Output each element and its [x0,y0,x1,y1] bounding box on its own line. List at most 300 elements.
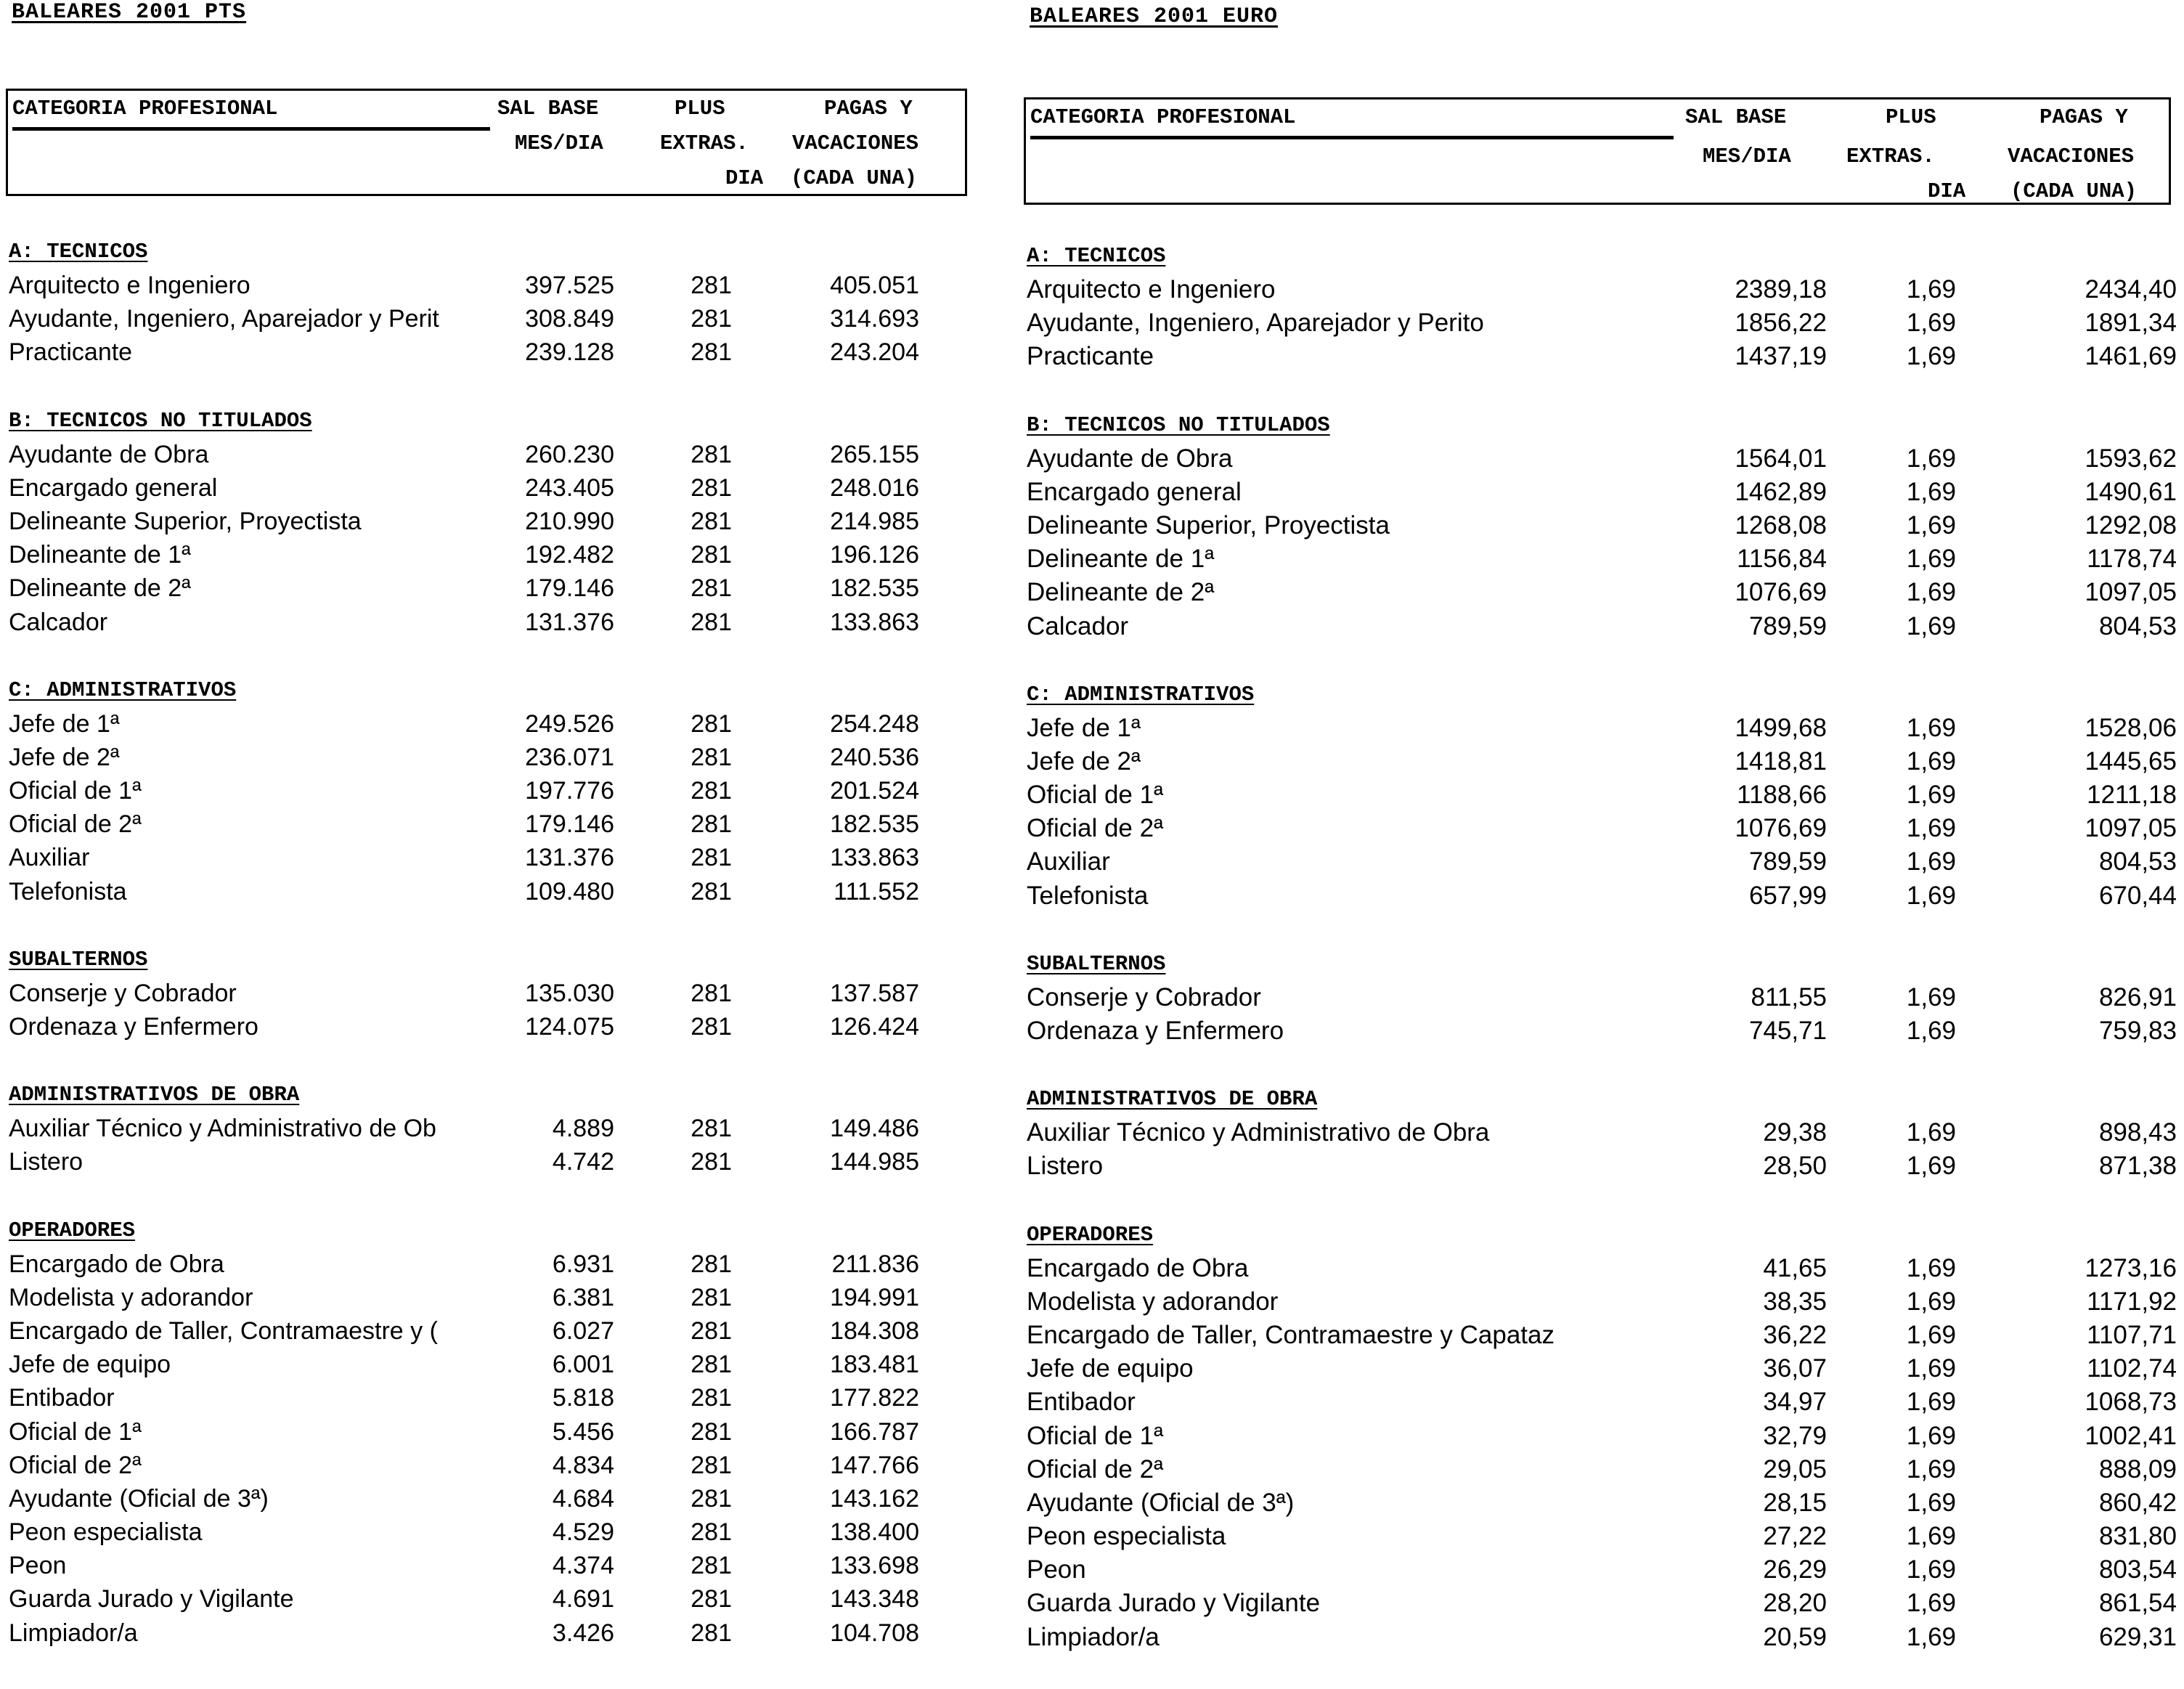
table-section [6,943,919,1043]
header-pagas-line2: VACACIONES [2008,145,2135,168]
plus-extras-cell: 1,69 [1906,342,1956,371]
category-name: Ordenaza y Enfermero [9,1013,258,1041]
salario-base-cell: 239.128 [525,338,614,367]
pagas-vacaciones-cell: 183.481 [830,1351,919,1379]
table-row [6,1112,919,1145]
plus-extras-cell: 1,69 [1906,746,1956,776]
category-name: Arquitecto e Ingeniero [9,272,250,299]
salario-base-cell: 109.480 [525,877,614,905]
category-name: Ayudante (Oficial de 3ª) [1027,1488,1295,1517]
category-name: Oficial de 1ª [1027,1421,1164,1450]
salario-base-cell: 2389,18 [1735,275,1827,304]
plus-extras-cell: 281 [690,1351,732,1379]
category-name: Delineante Superior, Proyectista [9,507,362,535]
pagas-vacaciones-cell: 133.863 [830,608,919,636]
pagas-vacaciones-cell: 1097,05 [2085,814,2177,843]
plus-extras-cell: 1,69 [1906,1454,1956,1484]
pagas-vacaciones-cell: 133.863 [830,844,919,872]
plus-extras-cell: 1,69 [1906,309,1956,338]
plus-extras-cell: 1,69 [1906,847,1956,876]
salario-base-cell: 29,38 [1763,1118,1827,1147]
pagas-vacaciones-cell: 248.016 [830,473,919,502]
salario-base-cell: 1418,81 [1735,746,1827,776]
category-name: Entibador [9,1384,115,1412]
section-title: OPERADORES [1027,1222,1154,1247]
table-row [6,807,919,841]
pagas-vacaciones-cell: 1107,71 [2087,1320,2177,1349]
table-row [1024,778,2177,812]
plus-extras-cell: 1,69 [1906,510,1956,540]
table-section [6,404,919,639]
table-header [6,89,967,196]
header-pagas-line2: VACACIONES [792,131,919,155]
table-row [1024,340,2177,373]
table-row [1024,476,2177,509]
plus-extras-cell: 281 [690,1451,732,1479]
table-row [6,1145,919,1179]
table-section [6,235,919,370]
table-row [6,471,919,505]
plus-extras-cell: 281 [690,1484,732,1513]
table-row [1024,442,2177,476]
category-name: Peon especialista [1027,1522,1226,1551]
salario-base-cell: 20,59 [1763,1622,1827,1651]
salario-base-cell: 1499,68 [1735,713,1827,742]
plus-extras-cell: 281 [690,1250,732,1278]
plus-extras-cell: 1,69 [1906,1320,1956,1349]
section-title: C: ADMINISTRATIVOS [1027,682,1255,707]
plus-extras-cell: 1,69 [1906,578,1956,607]
pagas-vacaciones-cell: 104.708 [830,1619,919,1647]
category-name: Ayudante, Ingeniero, Aparejador y Perit [9,305,439,333]
pagas-vacaciones-cell: 177.822 [830,1384,919,1412]
table-row [1024,1553,2177,1587]
pagas-vacaciones-cell: 149.486 [830,1115,919,1143]
plus-extras-cell: 1,69 [1906,1488,1956,1517]
section-title: SUBALTERNOS [1027,951,1166,976]
category-name: Delineante de 1ª [9,541,191,569]
header-pagas-line3: (CADA UNA) [2010,179,2138,203]
plus-extras-cell: 281 [690,305,732,333]
category-name: Oficial de 2ª [9,810,142,839]
plus-extras-cell: 281 [690,777,732,805]
category-name: Jefe de 2ª [1027,746,1141,776]
salario-base-cell: 1856,22 [1735,309,1827,338]
table-body [1024,240,2177,1689]
pagas-vacaciones-cell: 211.836 [831,1250,919,1278]
table-row [6,1515,919,1549]
salario-base-cell: 6.381 [552,1283,614,1311]
category-name: Modelista y adorandor [9,1283,253,1311]
section-title: B: TECNICOS NO TITULADOS [1027,412,1330,437]
category-name: Encargado general [1027,477,1242,506]
plus-extras-cell: 1,69 [1906,781,1956,810]
category-name: Encargado general [9,473,218,502]
pagas-vacaciones-cell: 240.536 [830,743,919,771]
section-title: ADMINISTRATIVOS DE OBRA [1027,1087,1318,1112]
salario-base-cell: 657,99 [1748,881,1827,910]
pagas-vacaciones-cell: 111.552 [834,877,919,905]
table-row [6,1314,919,1348]
salario-base-cell: 4.834 [552,1451,614,1479]
salario-base-cell: 6.001 [552,1351,614,1379]
category-name: Listero [9,1148,83,1176]
pagas-vacaciones-cell: 1171,92 [2087,1287,2177,1316]
salario-base-cell: 29,05 [1763,1454,1827,1484]
salario-base-cell: 397.525 [525,272,614,299]
pagas-vacaciones-cell: 265.155 [830,440,919,468]
plus-extras-cell: 1,69 [1906,1589,1956,1618]
plus-extras-cell: 281 [690,979,732,1007]
salario-base-cell: 135.030 [525,979,614,1007]
plus-extras-cell: 281 [690,440,732,468]
pagas-vacaciones-cell: 1292,08 [2085,510,2177,540]
pagas-vacaciones-cell: 1002,41 [2085,1421,2177,1450]
category-name: Limpiador/a [9,1619,138,1647]
plus-extras-cell: 1,69 [1906,814,1956,843]
table-row [1024,1116,2177,1149]
category-name: Encargado de Taller, Contramaestre y Capataz [1027,1320,1555,1349]
table-row [6,1348,919,1381]
salario-base-cell: 236.071 [525,743,614,771]
category-name: Encargado de Taller, Contramaestre y ( [9,1316,438,1345]
salario-base-cell: 5.818 [552,1384,614,1412]
plus-extras-cell: 1,69 [1906,1354,1956,1383]
category-name: Calcador [9,608,108,636]
header-plus-line3: DIA [725,166,764,190]
table-row [1024,306,2177,340]
salario-base-cell: 6.027 [552,1316,614,1345]
plus-extras-cell: 1,69 [1906,611,1956,640]
salario-base-cell: 789,59 [1748,847,1827,876]
plus-extras-cell: 281 [690,1518,732,1547]
pagas-vacaciones-cell: 759,83 [2098,1017,2177,1045]
salario-base-cell: 5.456 [552,1417,614,1446]
salario-base-cell: 3.426 [552,1619,614,1647]
salario-base-cell: 1564,01 [1735,444,1827,473]
pagas-vacaciones-cell: 182.535 [830,574,919,603]
plus-extras-cell: 1,69 [1906,1388,1956,1417]
pagas-vacaciones-cell: 898,43 [2098,1118,2177,1147]
table-row [1024,1285,2177,1319]
category-name: Practicante [9,338,133,367]
plus-extras-cell: 281 [690,877,732,905]
table-section [1024,1218,2177,1654]
salario-base-cell: 789,59 [1748,611,1827,640]
header-underline [1030,136,1674,139]
salario-base-cell: 28,15 [1763,1488,1827,1517]
salario-base-cell: 28,20 [1763,1589,1827,1618]
table-row [6,1415,919,1449]
salario-base-cell: 36,22 [1763,1320,1827,1349]
plus-extras-cell: 281 [690,1013,732,1041]
pagas-vacaciones-cell: 1097,05 [2085,578,2177,607]
table-row [1024,1486,2177,1520]
category-name: Ayudante de Obra [1027,444,1233,473]
salario-base-cell: 6.931 [552,1250,614,1278]
category-name: Peon [1027,1555,1086,1584]
section-title: ADMINISTRATIVOS DE OBRA [9,1083,300,1107]
header-category: CATEGORIA PROFESIONAL [12,97,278,121]
pagas-vacaciones-cell: 144.985 [830,1148,919,1176]
category-name: Peon especialista [9,1518,203,1547]
salario-base-cell: 41,65 [1763,1253,1827,1282]
salario-base-cell: 210.990 [525,507,614,535]
category-name: Jefe de 1ª [1027,713,1141,742]
plus-extras-cell: 281 [690,1619,732,1647]
section-title: B: TECNICOS NO TITULADOS [9,408,312,433]
table-row [6,335,919,369]
pagas-vacaciones-cell: 196.126 [830,541,919,569]
plus-extras-cell: 1,69 [1906,1555,1956,1584]
salario-base-cell: 1076,69 [1735,814,1827,843]
table-row [6,505,919,538]
salario-base-cell: 192.482 [525,541,614,569]
header-underline [12,127,490,131]
salario-base-cell: 179.146 [525,574,614,603]
salario-base-cell: 249.526 [525,709,614,738]
pagas-vacaciones-cell: 182.535 [830,810,919,839]
table-row [1024,1621,2177,1654]
table-row [6,1616,919,1650]
category-name: Ayudante de Obra [9,440,209,468]
pagas-vacaciones-cell: 1461,69 [2085,342,2177,371]
plus-extras-cell: 281 [690,1552,732,1580]
pagas-vacaciones-cell: 1273,16 [2085,1253,2177,1282]
pagas-vacaciones-cell: 314.693 [830,305,919,333]
category-name: Oficial de 1ª [1027,781,1164,810]
plus-extras-cell: 281 [690,473,732,502]
category-name: Jefe de 2ª [9,743,120,771]
salary-table-pts [6,89,967,1647]
table-row [1024,981,2177,1014]
pagas-vacaciones-cell: 254.248 [830,709,919,738]
plus-extras-cell: 281 [690,709,732,738]
category-name: Jefe de equipo [9,1351,171,1379]
plus-extras-cell: 281 [690,1283,732,1311]
table-row [1024,745,2177,778]
section-title: A: TECNICOS [9,240,148,264]
section-title: C: ADMINISTRATIVOS [9,677,237,702]
category-name: Ayudante, Ingeniero, Aparejador y Perito [1027,309,1484,338]
table-row [6,1248,919,1281]
category-name: Calcador [1027,611,1129,640]
pagas-vacaciones-cell: 138.400 [830,1518,919,1547]
salario-base-cell: 4.684 [552,1484,614,1513]
header-category: CATEGORIA PROFESIONAL [1030,105,1296,129]
header-plus-line2: EXTRAS. [1846,145,1935,168]
category-name: Ayudante (Oficial de 3ª) [9,1484,269,1513]
header-pagas-line1: PAGAS Y [2040,105,2128,129]
category-name: Auxiliar [9,844,90,872]
salario-base-cell: 4.374 [552,1552,614,1580]
table-row [6,875,919,908]
pagas-vacaciones-cell: 126.424 [830,1013,919,1041]
salario-base-cell: 745,71 [1748,1017,1827,1045]
category-name: Auxiliar Técnico y Administrativo de Obra [1027,1118,1490,1147]
table-row [1024,1252,2177,1285]
pagas-vacaciones-cell: 133.698 [830,1552,919,1580]
header-pagas-line3: (CADA UNA) [791,166,918,190]
pagas-vacaciones-cell: 137.587 [830,979,919,1007]
salario-base-cell: 1268,08 [1735,510,1827,540]
table-body [6,235,919,1685]
table-row [6,438,919,471]
salario-base-cell: 38,35 [1763,1287,1827,1316]
pagas-vacaciones-cell: 629,31 [2098,1622,2177,1651]
table-row [6,841,919,874]
pagas-vacaciones-cell: 143.162 [830,1484,919,1513]
plus-extras-cell: 1,69 [1906,982,1956,1012]
header-plus-line2: EXTRAS. [660,131,749,155]
category-name: Jefe de equipo [1027,1354,1194,1383]
pagas-vacaciones-cell: 826,91 [2098,982,2177,1012]
category-name: Entibador [1027,1388,1136,1417]
plus-extras-cell: 281 [690,338,732,367]
salario-base-cell: 1462,89 [1735,477,1827,506]
pagas-vacaciones-cell: 143.348 [830,1585,919,1613]
table-row [1024,576,2177,609]
pagas-vacaciones-cell: 147.766 [830,1451,919,1479]
category-name: Telefonista [9,877,127,905]
plus-extras-cell: 281 [690,1384,732,1412]
table-row [1024,1014,2177,1048]
salario-base-cell: 197.776 [525,777,614,805]
pagas-vacaciones-cell: 860,42 [2098,1488,2177,1517]
plus-extras-cell: 1,69 [1906,444,1956,473]
table-row [1024,542,2177,576]
plus-extras-cell: 1,69 [1906,1118,1956,1147]
salario-base-cell: 27,22 [1763,1522,1827,1551]
plus-extras-cell: 1,69 [1906,1017,1956,1045]
table-row [1024,509,2177,542]
plus-extras-cell: 281 [690,1115,732,1143]
category-name: Delineante de 2ª [9,574,191,603]
salario-base-cell: 243.405 [525,473,614,502]
pagas-vacaciones-cell: 803,54 [2098,1555,2177,1584]
table-row [6,1281,919,1314]
pagas-vacaciones-cell: 1490,61 [2085,477,2177,506]
header-sal-line2: MES/DIA [1703,145,1791,168]
table-row [1024,1352,2177,1385]
plus-extras-cell: 1,69 [1906,275,1956,304]
table-row [1024,1319,2177,1352]
table-row [1024,1149,2177,1183]
category-name: Oficial de 1ª [9,1417,142,1446]
plus-extras-cell: 1,69 [1906,1622,1956,1651]
header-plus-line3: DIA [1928,179,1966,203]
category-name: Guarda Jurado y Vigilante [1027,1589,1321,1618]
salario-base-cell: 1156,84 [1737,545,1827,574]
category-name: Telefonista [1027,881,1149,910]
salario-base-cell: 260.230 [525,440,614,468]
plus-extras-cell: 1,69 [1906,1253,1956,1282]
pagas-vacaciones-cell: 804,53 [2098,611,2177,640]
category-name: Conserje y Cobrador [9,979,237,1007]
category-name: Modelista y adorandor [1027,1287,1279,1316]
pagas-vacaciones-cell: 194.991 [830,1283,919,1311]
salario-base-cell: 1076,69 [1735,578,1827,607]
pagas-vacaciones-cell: 871,38 [2098,1152,2177,1181]
salario-base-cell: 1437,19 [1735,342,1827,371]
category-name: Delineante de 2ª [1027,578,1215,607]
table-row [6,1381,919,1415]
plus-extras-cell: 281 [690,810,732,839]
pagas-vacaciones-cell: 2434,40 [2085,275,2177,304]
plus-extras-cell: 281 [690,272,732,299]
salario-base-cell: 124.075 [525,1013,614,1041]
header-plus-line1: PLUS [1886,105,1936,129]
pagas-vacaciones-cell: 1445,65 [2085,746,2177,776]
category-name: Guarda Jurado y Vigilante [9,1585,294,1613]
plus-extras-cell: 281 [690,1148,732,1176]
category-name: Practicante [1027,342,1154,371]
category-name: Oficial de 2ª [9,1451,142,1479]
salario-base-cell: 34,97 [1763,1388,1827,1417]
plus-extras-cell: 1,69 [1906,713,1956,742]
table-row [1024,1453,2177,1486]
table-row [6,1549,919,1582]
table-row [1024,812,2177,845]
table-row [1024,845,2177,879]
table-section [1024,409,2177,643]
pagas-vacaciones-cell: 166.787 [830,1417,919,1446]
salario-base-cell: 36,07 [1763,1354,1827,1383]
salario-base-cell: 4.529 [552,1518,614,1547]
category-name: Auxiliar [1027,847,1110,876]
section-title: SUBALTERNOS [9,947,148,972]
category-name: Conserje y Cobrador [1027,982,1261,1012]
table-row [1024,879,2177,913]
header-pagas-line1: PAGAS Y [824,97,913,121]
category-name: Encargado de Obra [1027,1253,1249,1282]
header-sal-line2: MES/DIA [515,131,603,155]
category-name: Jefe de 1ª [9,709,120,738]
table-row [1024,712,2177,745]
table-row [6,302,919,335]
pagas-vacaciones-cell: 405.051 [830,272,919,299]
pagas-vacaciones-cell: 831,80 [2098,1522,2177,1551]
table-section [1024,948,2177,1048]
pagas-vacaciones-cell: 1068,73 [2085,1388,2177,1417]
table-section [1024,240,2177,374]
category-name: Listero [1027,1152,1104,1181]
plus-extras-cell: 281 [690,608,732,636]
category-name: Peon [9,1552,67,1580]
table-row [6,774,919,807]
table-row [6,538,919,571]
plus-extras-cell: 281 [690,1417,732,1446]
plus-extras-cell: 281 [690,507,732,535]
salary-table-euro [1024,97,2177,1651]
salario-base-cell: 179.146 [525,810,614,839]
category-name: Auxiliar Técnico y Administrativo de Ob [9,1115,436,1143]
table-row [6,1582,919,1616]
salario-base-cell: 131.376 [525,844,614,872]
category-name: Encargado de Obra [9,1250,224,1278]
table-section [6,674,919,908]
plus-extras-cell: 281 [690,541,732,569]
table-row [6,977,919,1010]
plus-extras-cell: 1,69 [1906,1522,1956,1551]
pagas-vacaciones-cell: 184.308 [830,1316,919,1345]
plus-extras-cell: 1,69 [1906,1421,1956,1450]
table-row [6,1482,919,1515]
page-title-euro: BALEARES 2001 EURO [1030,4,1279,29]
salario-base-cell: 811,55 [1751,982,1827,1012]
plus-extras-cell: 1,69 [1906,1287,1956,1316]
salario-base-cell: 4.742 [552,1148,614,1176]
